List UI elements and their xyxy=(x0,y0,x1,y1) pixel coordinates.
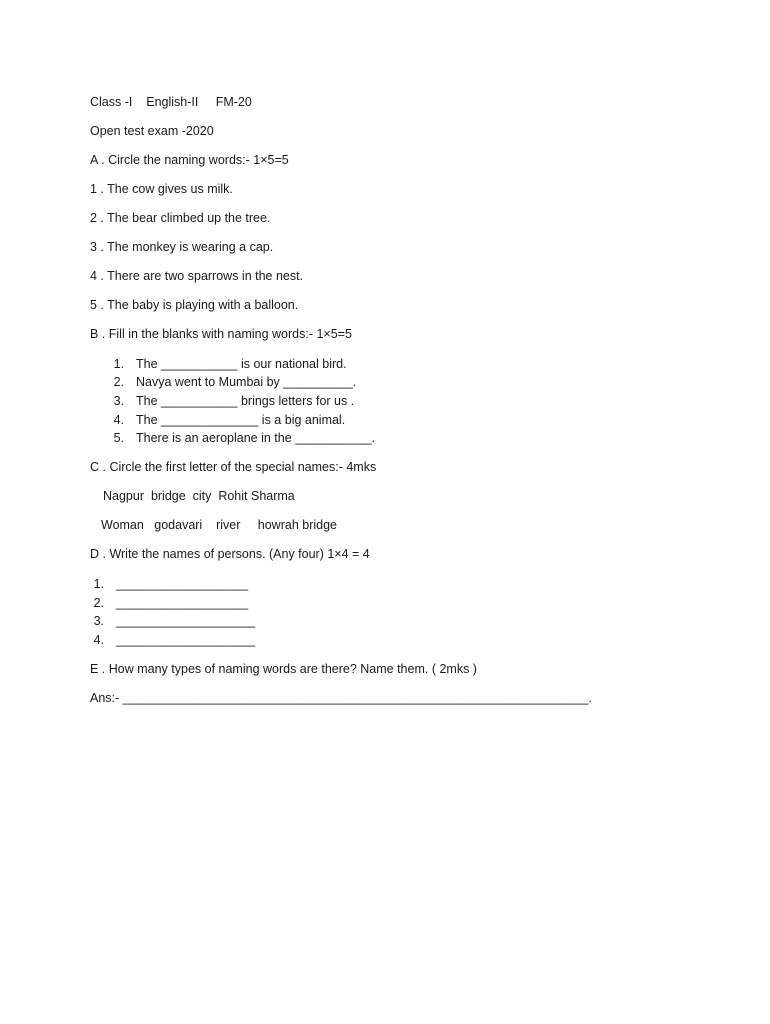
section-a-item: 1 . The cow gives us milk. xyxy=(90,182,233,196)
list-text: There is an aeroplane in the ___________. xyxy=(136,431,376,445)
list-number: 3. xyxy=(113,394,124,408)
list-number: 4. xyxy=(93,633,104,647)
section-a-item: 4 . There are two sparrows in the nest. xyxy=(90,269,304,283)
list-text: Navya went to Mumbai by __________. xyxy=(136,375,357,389)
list-text: The ___________ brings letters for us . xyxy=(136,394,355,408)
section-c-names-row: Woman godavari river howrah bridge xyxy=(101,518,337,532)
answer-blank: ____________________ xyxy=(116,633,256,647)
header-exam-line: Open test exam -2020 xyxy=(90,124,214,138)
list-text: The ______________ is a big animal. xyxy=(136,413,346,427)
list-number: 4. xyxy=(113,413,124,427)
section-d-title: D . Write the names of persons. (Any four) 1×4 = 4 xyxy=(90,547,370,561)
list-number: 1. xyxy=(113,357,124,371)
list-number: 1. xyxy=(93,577,104,591)
section-e-answer-line: Ans:- ___________________________________________________________________. xyxy=(90,691,592,705)
answer-blank: ____________________ xyxy=(116,614,256,628)
section-c-title: C . Circle the first letter of the special names:- 4mks xyxy=(90,460,377,474)
section-a-item: 3 . The monkey is wearing a cap. xyxy=(90,240,274,254)
section-e-title: E . How many types of naming words are there? Name them. ( 2mks ) xyxy=(90,662,477,676)
section-a-item: 2 . The bear climbed up the tree. xyxy=(90,211,271,225)
list-number: 2. xyxy=(93,596,104,610)
answer-blank: ___________________ xyxy=(116,596,249,610)
section-b-title: B . Fill in the blanks with naming words:- 1×5=5 xyxy=(90,327,352,341)
header-class-line: Class -I English-II FM-20 xyxy=(90,95,252,109)
section-a-title: A . Circle the naming words:- 1×5=5 xyxy=(90,153,289,167)
section-a-item: 5 . The baby is playing with a balloon. xyxy=(90,298,299,312)
list-number: 3. xyxy=(93,614,104,628)
list-number: 2. xyxy=(113,375,124,389)
section-c-names-row: Nagpur bridge city Rohit Sharma xyxy=(103,489,295,503)
answer-blank: ___________________ xyxy=(116,577,249,591)
list-text: The ___________ is our national bird. xyxy=(136,357,347,371)
list-number: 5. xyxy=(113,431,124,445)
